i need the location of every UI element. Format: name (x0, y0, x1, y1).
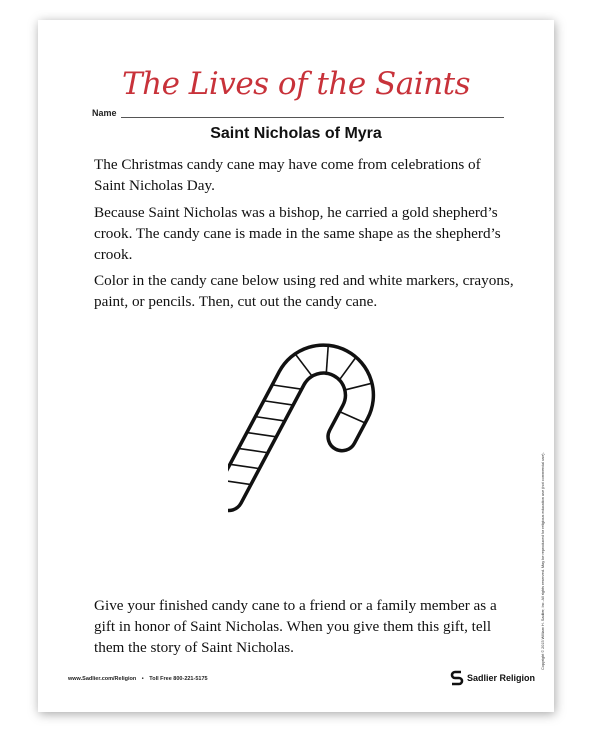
copyright-text: Copyright © 2015 William H. Sadlier, Inc. All rights reserved. May be reproduced for religious education use (not commercial use). (541, 452, 545, 670)
footer-website[interactable]: www.Sadlier.com/Religion (68, 676, 137, 682)
paragraph-gift: Give your finished candy cane to a friend or a family member as a gift in honor of Saint Nicholas. When you give them this gift, tell them the story of Saint Nicholas. (94, 597, 497, 656)
paragraph-instructions: Color in the candy cane below using red and white markers, crayons, paint, or pencils. Then, cut out the candy cane. (94, 272, 514, 310)
name-line (121, 108, 504, 118)
candy-cane-icon (228, 316, 388, 566)
footer-contact (68, 676, 208, 682)
sadlier-s-logo-icon (450, 670, 464, 686)
copyright-notice (535, 400, 545, 670)
banner-title: The Lives of the Saints (121, 66, 471, 102)
candy-cane-outline (228, 327, 388, 549)
sadlier-logo (450, 670, 535, 686)
paragraph-intro: The Christmas candy cane may have come from celebrations of Saint Nicholas Day. (94, 156, 481, 194)
worksheet-page (38, 20, 554, 712)
footer-separator: • (141, 676, 144, 682)
brand-name: Sadlier Religion (467, 673, 536, 683)
name-label: Name (92, 108, 117, 118)
worksheet-title: Saint Nicholas of Myra (210, 125, 382, 142)
footer-phone: Toll Free 800-221-5175 (149, 676, 208, 682)
paragraph-bishop: Because Saint Nicholas was a bishop, he carried a gold shepherd’s crook. The candy cane is made in the same shape as the shepherd’s crook. (94, 204, 501, 263)
name-row (92, 108, 504, 118)
